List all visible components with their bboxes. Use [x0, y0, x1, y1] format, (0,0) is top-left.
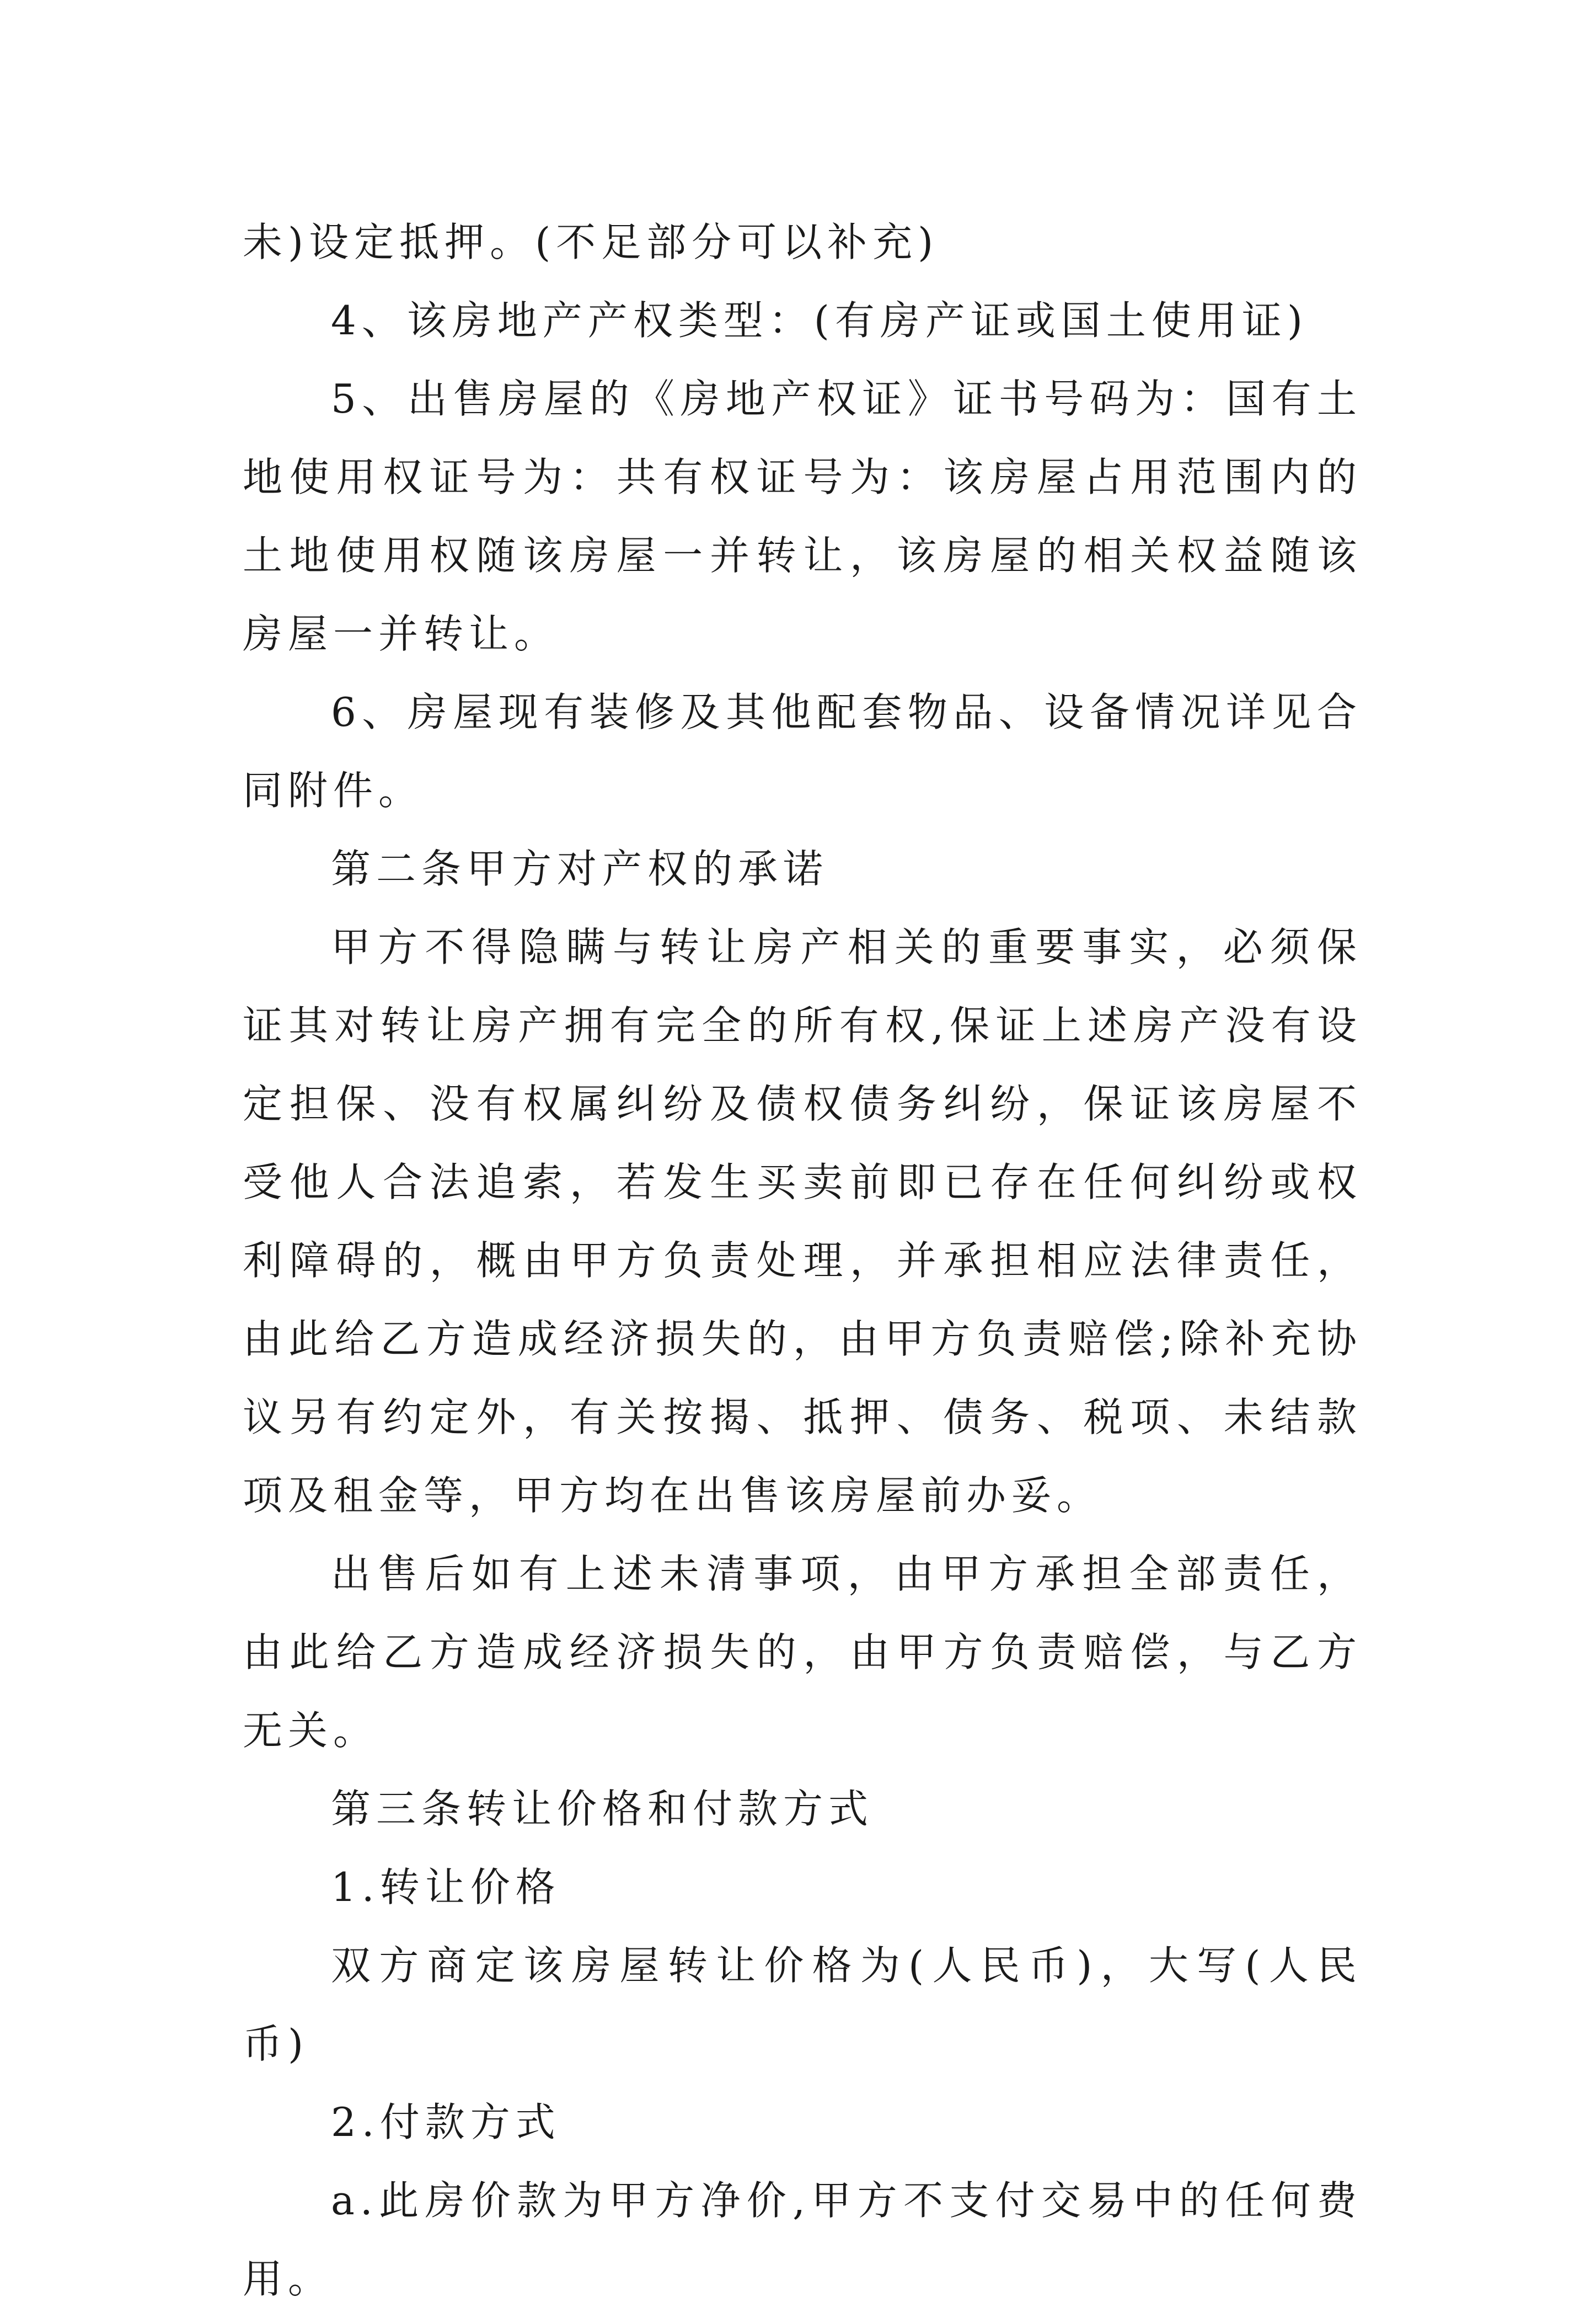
paragraph-agreed-price: 双方商定该房屋转让价格为(人民币)，大写(人民币)	[243, 1942, 1362, 2067]
subheading-transfer-price: 1.转让价格	[331, 1864, 561, 1910]
paragraph-clause-5: 5、出售房屋的《房地产权证》证书号码为：国有土地使用权证号为：共有权证号为：该房屋占用范围内的土地使用权随该房屋一并转让，该房屋的相关权益随该房屋一并转让。	[243, 376, 1362, 657]
section-heading-article-3: 第三条转让价格和付款方式	[331, 1786, 874, 1832]
paragraph-clause-6: 6、房屋现有装修及其他配套物品、设备情况详见合同附件。	[243, 689, 1362, 814]
section-heading-article-2: 第二条甲方对产权的承诺	[331, 846, 829, 892]
subheading-payment-method: 2.付款方式	[331, 2099, 561, 2145]
paragraph-clause-4: 4、该房地产产权类型：(有房产证或国土使用证)	[331, 297, 1308, 344]
paragraph-net-price: a.此房价款为甲方净价,甲方不支付交易中的任何费用。	[243, 2177, 1362, 2302]
document-body	[243, 203, 1362, 2318]
paragraph-seller-commitment: 甲方不得隐瞒与转让房产相关的重要事实，必须保证其对转让房产拥有完全的所有权,保证上述房产没有设定担保、没有权属纠纷及债权债务纠纷，保证该房屋不受他人合法追索，若发生买卖前即已存在任何纠纷或权利障碍的，概由甲方负责处理，并承担相应法律责任，由此给乙方造成经济损失的，由甲方负责赔偿;除补充协议另有约定外，有关按揭、抵押、债务、税项、未结款项及租金等，甲方均在出售该房屋前办妥。	[243, 924, 1362, 1519]
paragraph-mortgage-continuation: 未)设定抵押。(不足部分可以补充)	[243, 219, 939, 265]
paragraph-post-sale-liability: 出售后如有上述未清事项，由甲方承担全部责任，由此给乙方造成经济损失的，由甲方负责赔偿，与乙方无关。	[243, 1551, 1362, 1754]
